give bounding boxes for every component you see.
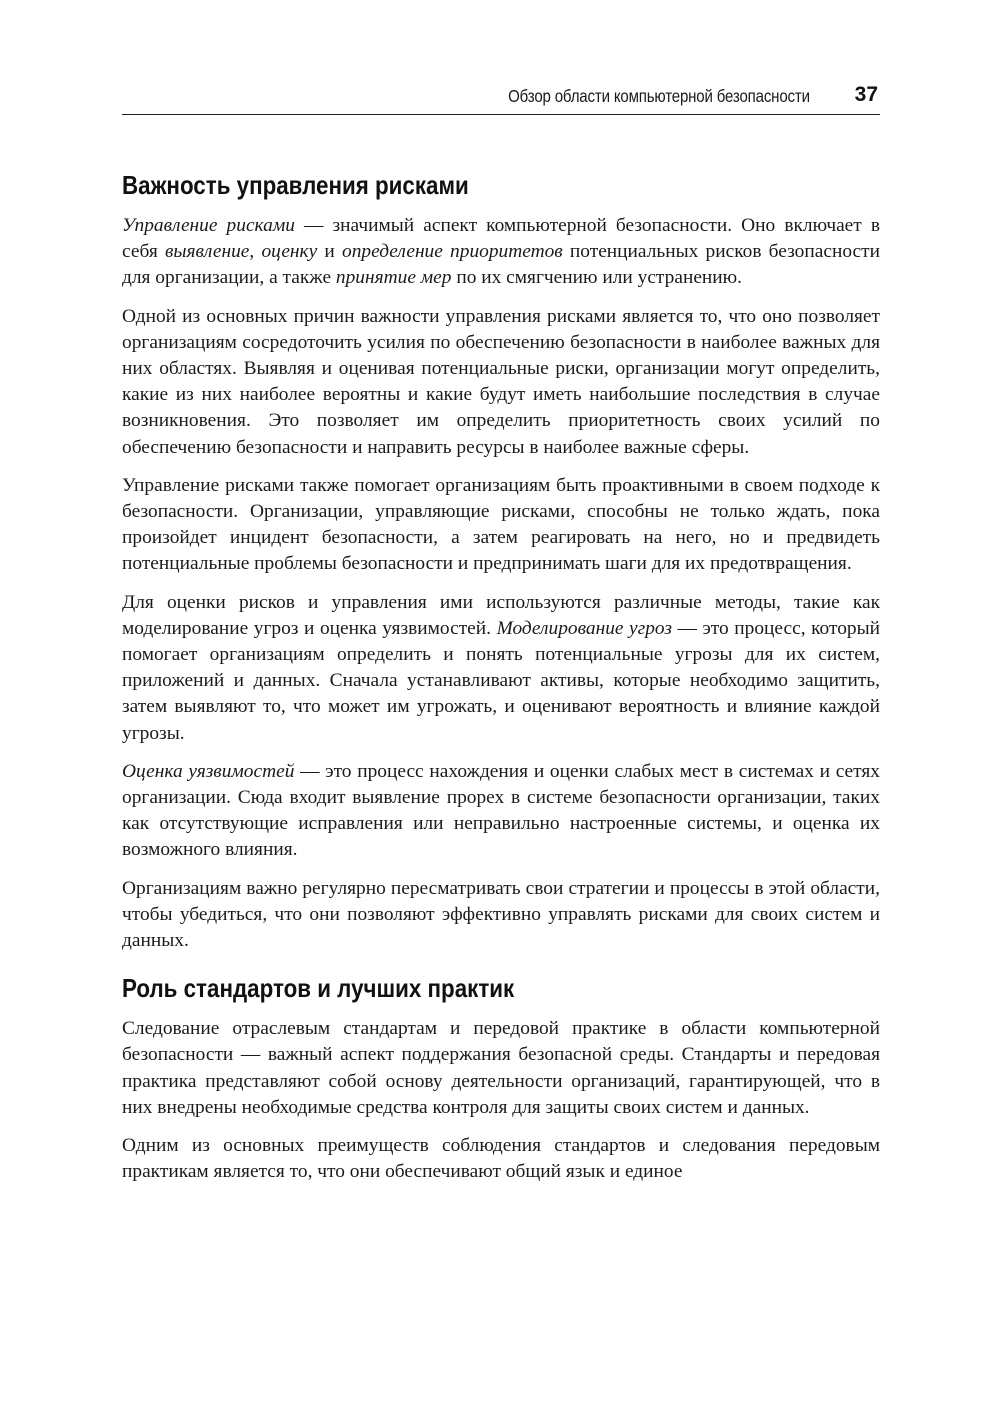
italic-term: Моделирование угроз [496, 617, 672, 639]
text-run: по их смягчению или устранению. [451, 267, 743, 289]
paragraph: Одним из основных преимуществ соблюдения стандартов и следования передовым практикам является то, что они обеспечивают общий язык и единое [122, 1135, 880, 1183]
header-title: Обзор области компьютерной безопасности [508, 86, 810, 106]
text-run: — это процесс, который помогает организациям определить и понять потенциальные угрозы для их систем, приложений и данных. Сначала устанавливают активы, которые необходимо защитить, затем выявляют то, что может им угрожать, и оценивают вероятность и влияние каждой угрозы. [122, 617, 881, 744]
italic-term: принятие мер [335, 267, 452, 289]
text-run: потенциальных рисков безопасности для организации, а также [122, 241, 880, 289]
text-run: , [249, 241, 262, 263]
text-run: Для оценки рисков и управления ими используются различные методы, такие как моделирование угроз и оценка уязвимостей. [122, 591, 880, 639]
page-number: 37 [854, 83, 878, 106]
text-run: — значимый аспект компьютерной безопасности. Оно включает в себя [122, 215, 880, 263]
italic-term: оценку [261, 241, 318, 263]
paragraph [122, 213, 880, 292]
section-heading-risk-management: Важность управления рисками [122, 170, 469, 200]
paragraph: Одной из основных причин важности управления рисками является то, что оно позволяет организациям сосредоточить усилия по обеспечению безопасности в наиболее важных для них областях. Выявляя и оценивая потенциальные риски, организации могут определить, какие из них наиболее вероятны и какие будут иметь наибольшие последствия в случае возникновения. Это позволяет им определить приоритетность своих усилий по обеспечению безопасности и направить ресурсы в наиболее важные сферы. [122, 305, 880, 458]
paragraph [122, 590, 880, 747]
paragraph [122, 759, 880, 864]
paragraph: Организациям важно регулярно пересматривать свои стратегии и процессы в этой области, чтобы убедиться, что они позволяют эффективно управлять рисками для своих систем и данных. [122, 877, 880, 952]
text-run: — это процесс нахождения и оценки слабых мест в системах и сетях организации. Сюда входит выявление прорех в системе безопасности организации, таких как отсутствующие исправления или неправильно настроенные системы, и оценка их возможного влияния. [122, 760, 880, 861]
section-heading-standards: Роль стандартов и лучших практик [122, 973, 515, 1004]
paragraph: Управление рисками также помогает организациям быть проактивными в своем подходе к безопасности. Организации, управляющие рисками, способны не только ждать, пока произойдет инцидент безопасности, а затем реагировать на него, но и предвидеть потенциальные проблемы безопасности и предпринимать шаги для их предотвращения. [122, 474, 880, 575]
italic-term: выявление [164, 241, 250, 263]
running-header [122, 82, 880, 115]
content [122, 162, 880, 1186]
italic-term: определение приоритетов [342, 241, 563, 263]
text-run: и [317, 241, 343, 263]
italic-term: Оценка уязвимостей [122, 760, 295, 782]
paragraph: Следование отраслевым стандартам и передовой практике в области компьютерной безопасности — важный аспект поддержания безопасной среды. Стандарты и передовая практика представляют собой основу деятельности организаций, гарантирующей, что в них внедрены необходимые средства контроля для защиты своих систем и данных. [122, 1018, 880, 1118]
italic-term: Управление рисками [122, 215, 295, 236]
